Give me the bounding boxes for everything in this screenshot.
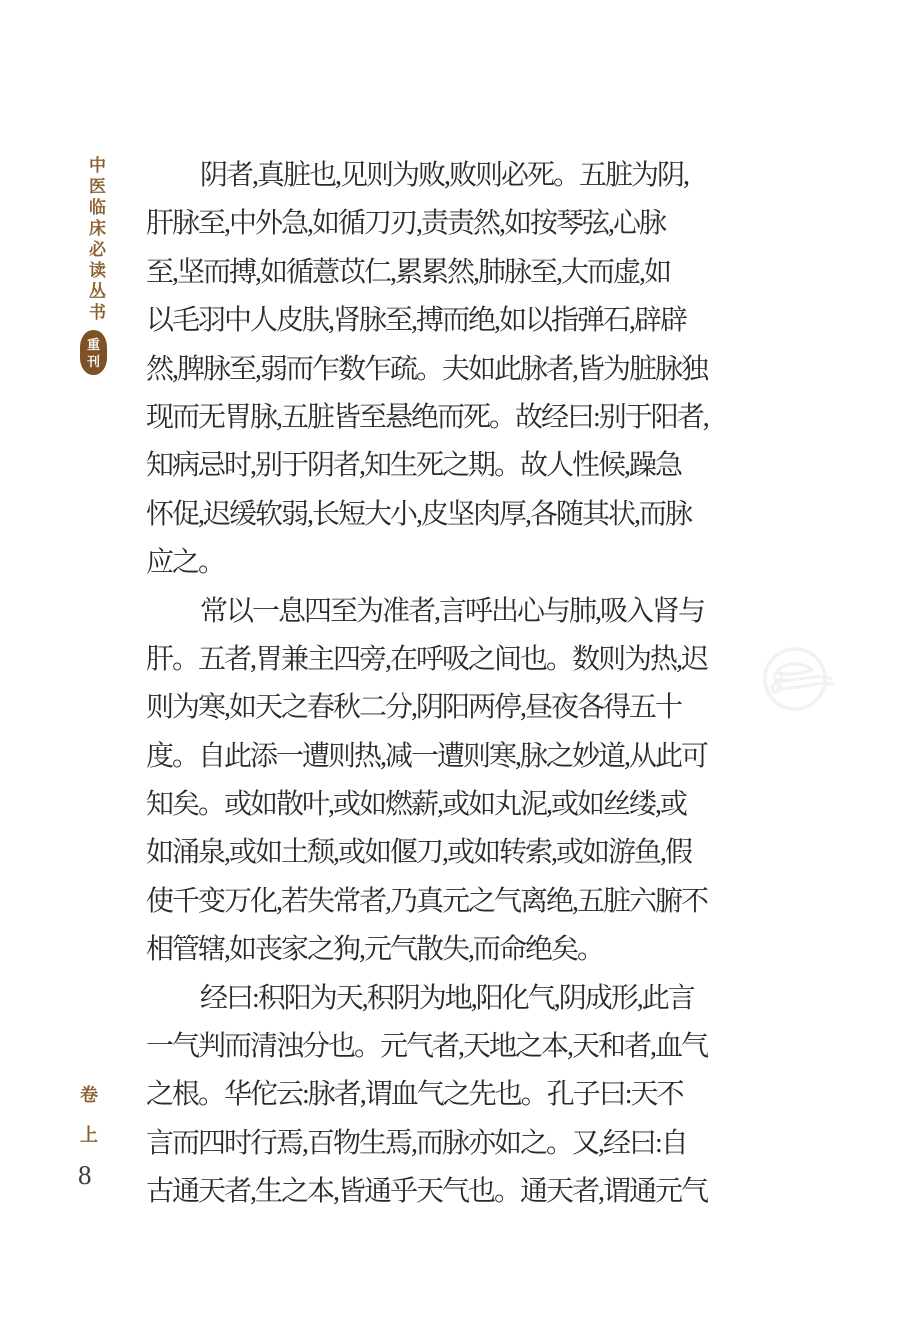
- text-line: 一气判而清浊分也。元气者,天地之本,天和者,血气: [146, 1031, 708, 1063]
- text-line: 肝。五者,胃兼主四旁,在呼吸之间也。数则为热,迟: [146, 643, 708, 675]
- seal-char-top: 重: [86, 336, 100, 352]
- text-line: 肝脉至,中外急,如循刀刃,责责然,如按琴弦,心脉: [146, 208, 666, 240]
- text-line: 则为寒,如天之春秋二分,阴阳两停,昼夜各得五十: [146, 692, 682, 724]
- text-line: 经曰:积阳为天,积阴为地,阳化气,阴成形,此言: [200, 982, 694, 1014]
- reprint-seal: [80, 330, 107, 375]
- text-line: 阴者,真脏也,见则为败,败则必死。五脏为阴,: [200, 160, 689, 191]
- text-line: 古通天者,生之本,皆通乎天气也。通天者,谓通元气: [146, 1176, 708, 1208]
- text-line: 然,脾脉至,弱而乍数乍疏。夫如此脉者,皆为脏脉独: [146, 353, 708, 385]
- page-number: 8: [78, 1160, 92, 1190]
- text-line: 言而四时行焉,百物生焉,而脉亦如之。又,经曰:自: [146, 1127, 687, 1159]
- text-line: 现而无胃脉,五脏皆至悬绝而死。故经曰:别于阳者,: [146, 401, 708, 433]
- text-line: 相管辖,如丧家之狗,元气散失,而命绝矣。: [146, 934, 604, 966]
- text-line: 常以一息四至为准者,言呼出心与肺,吸入肾与: [200, 595, 705, 627]
- publisher-watermark-icon: [762, 646, 840, 712]
- text-line: 之根。华佗云:脉者,谓血气之先也。孔子曰:天不: [146, 1079, 683, 1111]
- text-line: 知病忌时,别于阴者,知生死之期。故人性候,躁急: [146, 450, 682, 482]
- text-line: 如涌泉,或如土颓,或如偃刀,或如转索,或如游鱼,假: [146, 837, 692, 869]
- text-line: 应之。: [146, 547, 225, 579]
- volume-char-bottom: 上: [80, 1125, 98, 1145]
- text-block: [146, 152, 764, 1217]
- volume-label: [80, 1083, 98, 1163]
- text-line: 度。自此添一遭则热,减一遭则寒,脉之妙道,从此可: [146, 740, 708, 772]
- volume-char-top: 卷: [80, 1085, 98, 1105]
- text-line: 知矣。或如散叶,或如燃薪,或如丸泥,或如丝缕,或: [146, 789, 687, 821]
- text-line: 使千变万化,若失常者,乃真元之气离绝,五脏六腑不: [146, 885, 708, 917]
- text-line: 以毛羽中人皮肤,肾脉至,搏而绝,如以指弹石,辟辟: [146, 305, 687, 337]
- seal-char-bottom: 刊: [86, 353, 100, 369]
- text-line: 怀促,迟缓软弱,长短大小,皮坚肉厚,各随其状,而脉: [146, 498, 692, 530]
- series-title-vertical: 中医临床必读丛书: [86, 156, 105, 324]
- text-line: 至,坚而搏,如循薏苡仁,累累然,肺脉至,大而虚,如: [146, 256, 671, 288]
